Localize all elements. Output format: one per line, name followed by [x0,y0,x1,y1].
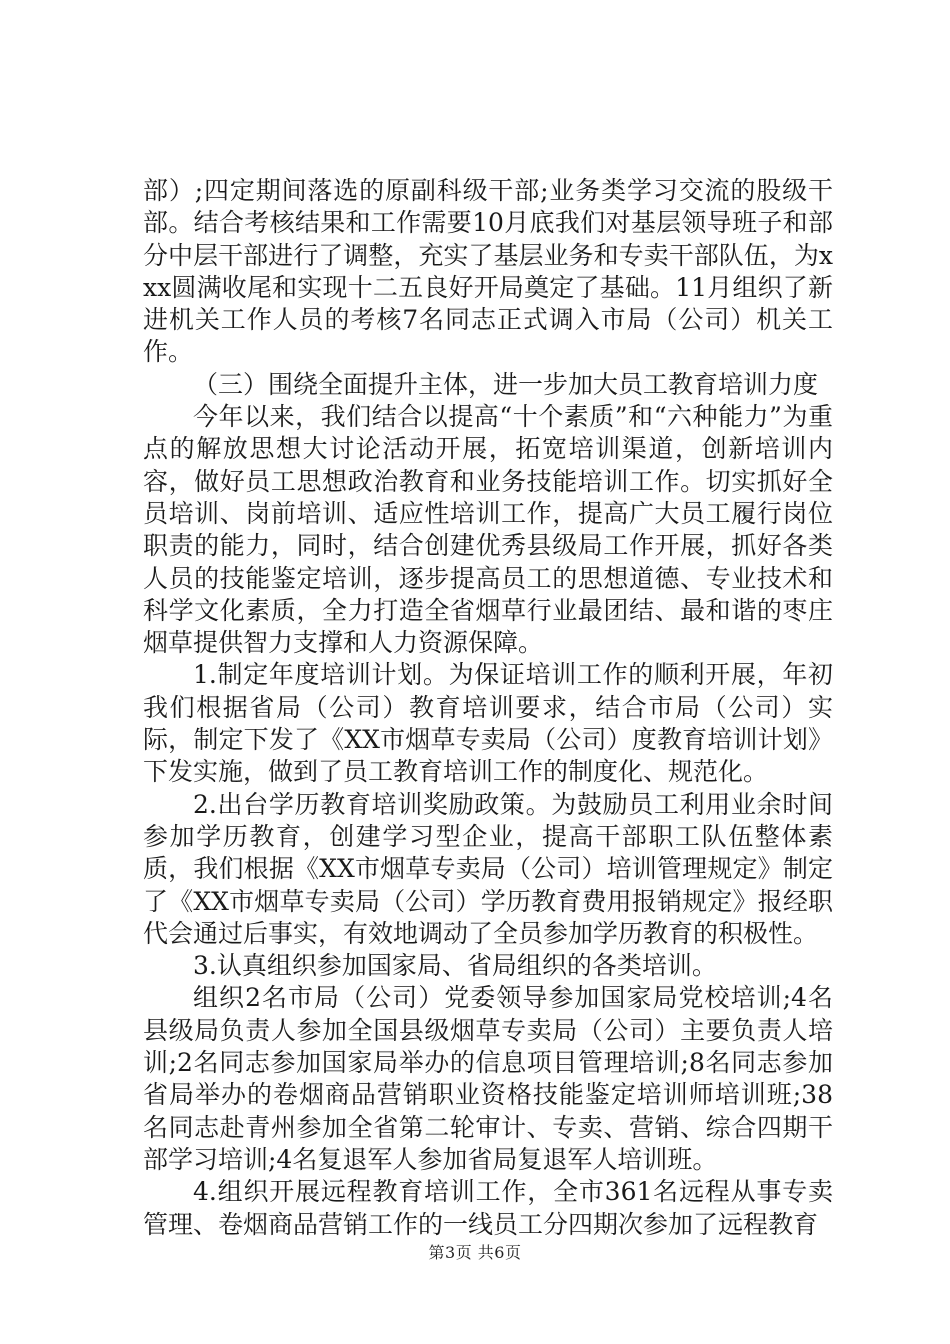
page-footer: 第3页 共6页 [428,1243,522,1262]
paragraph-item-1: 1.制定年度培训计划。为保证培训工作的顺利开展，年初我们根据省局（公司）教育培训要求，结合市局（公司）实际，制定下发了《XX市烟草专卖局（公司）度教育培训计划》下发实施，做到了员工教育培训工作的制度化、规范化。 [143,660,833,787]
paragraph-item-4: 4.组织开展远程教育培训工作，全市361名远程从事专卖管理、卷烟商品营销工作的一线员工分四期次参加了远程教育 [143,1177,833,1239]
paragraph-continued: 部）;四定期间落选的原副科级干部;业务类学习交流的股级干部。结合考核结果和工作需要10月底我们对基层领导班子和部分中层干部进行了调整，充实了基层业务和专卖干部队伍，为xxx圆满收尾和实现十二五良好开局奠定了基础。11月组织了新进机关工作人员的考核7名同志正式调入市局（公司）机关工作。 [143,176,833,367]
paragraph-overview: 今年以来，我们结合以提高“十个素质”和“六种能力”为重点的解放思想大讨论活动开展，拓宽培训渠道，创新培训内容，做好员工思想政治教育和业务技能培训工作。切实抓好全员培训、岗前培训、适应性培训工作，提高广大员工履行岗位职责的能力，同时，结合创建优秀县级局工作开展，抓好各类人员的技能鉴定培训，逐步提高员工的思想道德、专业技术和科学文化素质，全力打造全省烟草行业最团结、最和谐的枣庄烟草提供智力支撑和人力资源保障。 [143,402,833,658]
paragraph-item-3-detail: 组织2名市局（公司）党委领导参加国家局党校培训;4名县级局负责人参加全国县级烟草专卖局（公司）主要负责人培训;2名同志参加国家局举办的信息项目管理培训;8名同志参加省局举办的卷烟商品营销职业资格技能鉴定培训师培训班;38名同志赴青州参加全省第二轮审计、专卖、营销、综合四期干部学习培训;4名复退军人参加省局复退军人培训班。 [143,983,833,1174]
paragraph-item-2: 2.出台学历教育培训奖励政策。为鼓励员工利用业余时间参加学历教育，创建学习型企业，提高干部职工队伍整体素质，我们根据《XX市烟草专卖局（公司）培训管理规定》制定了《XX市烟草专卖局（公司）学历教育费用报销规定》报经职代会通过后事实，有效地调动了全员参加学历教育的积极性。 [143,789,833,948]
section-heading: （三）围绕全面提升主体，进一步加大员工教育培训力度 [193,369,819,399]
paragraph-item-3: 3.认真组织参加国家局、省局组织的各类培训。 [193,951,717,981]
document-body [143,175,833,1241]
